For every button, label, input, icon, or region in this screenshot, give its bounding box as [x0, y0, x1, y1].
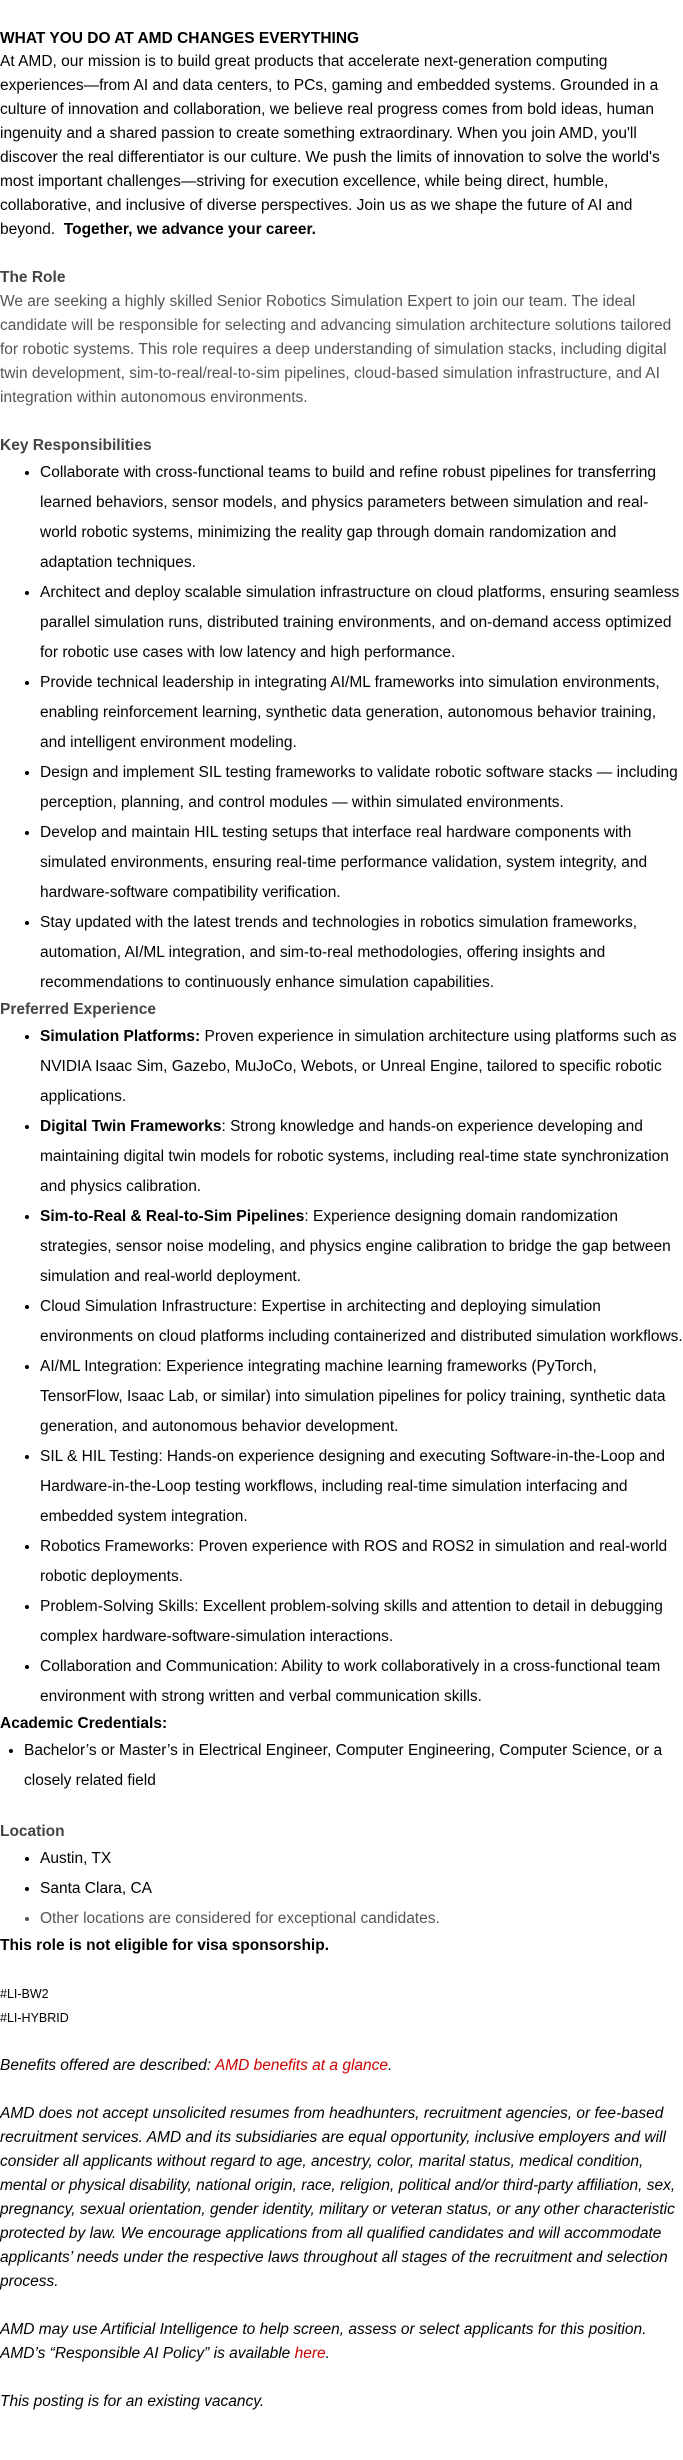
- item-label: Digital Twin Frameworks: [40, 1118, 222, 1135]
- list-item: • Design and implement SIL testing frameworks to validate robotic software stacks — including perception, planning, and control modules — within simulated environments.: [40, 758, 683, 818]
- ai-policy-text: AMD’s “Responsible AI Policy” is available: [0, 2345, 295, 2362]
- responsibilities-title: Key Responsibilities: [0, 437, 152, 454]
- role-title: The Role: [0, 269, 66, 286]
- visa-note: This role is not eligible for visa sponsorship.: [0, 1937, 330, 1954]
- list-item: • Provide technical leadership in integrating AI/ML frameworks into simulation environments, enabling reinforcement learning, synthetic data generation, autonomous behavior training, and intelligent environment modeling.: [40, 668, 683, 758]
- list-item: • Architect and deploy scalable simulation infrastructure on cloud platforms, ensuring seamless parallel simulation runs, distributed training environments, and on-demand access optimized for robotic use cases with low latency and high performance.: [40, 578, 683, 668]
- intro-paragraph: [0, 50, 683, 242]
- item-label: Simulation Platforms:: [40, 1028, 201, 1045]
- preferred-list: [0, 1022, 683, 1712]
- benefits-end: .: [388, 2057, 393, 2074]
- vacancy-note: This posting is for an existing vacancy.: [0, 2393, 265, 2410]
- list-item: • Collaborate with cross-functional teams to build and refine robust pipelines for transferring learned behaviors, sensor models, and physics parameters between simulation and real-world robotic systems, minimizing the reality gap through domain randomization and adaptation techniques.: [40, 458, 683, 578]
- list-item: • Stay updated with the latest trends and technologies in robotics simulation frameworks, automation, AI/ML integration, and sim-to-real methodologies, offering insights and recommendations to continuously enhance simulation capabilities.: [40, 908, 683, 998]
- ai-policy-line2: [0, 2342, 683, 2366]
- list-item: • AI/ML Integration: Experience integrating machine learning frameworks (PyTorch, TensorFlow, Isaac Lab, or similar) into simulation pipelines for policy training, synthetic data generation, and autonomous behavior development.: [40, 1352, 683, 1442]
- list-item: [40, 1202, 683, 1292]
- item-text: Proven experience in simulation architecture using platforms such as NVIDIA Isaac Sim, Gazebo, MuJoCo, Webots, or Unreal Engine, tailored to specific robotic applications.: [40, 1028, 677, 1105]
- ai-policy-line1: AMD may use Artificial Intelligence to help screen, assess or select applicants for this position.: [0, 2321, 647, 2338]
- list-item: • SIL & HIL Testing: Hands-on experience designing and executing Software-in-the-Loop and Hardware-in-the-Loop testing workflows, including real-time simulation interfacing and embedded system integration.: [40, 1442, 683, 1532]
- list-item: [40, 1022, 683, 1112]
- ai-policy-end: .: [325, 2345, 330, 2362]
- item-text: : Strong knowledge and hands-on experience developing and maintaining digital twin models for robotic systems, including real-time state synchronization and physics calibration.: [40, 1118, 669, 1195]
- benefits-line: [0, 2054, 683, 2078]
- role-body: We are seeking a highly skilled Senior Robotics Simulation Expert to join our team. The ideal candidate will be responsible for selecting and advancing simulation architecture solutions tailored for robotic systems. This role requires a deep understanding of simulation stacks, including digital twin development, sim-to-real/real-to-sim pipelines, cloud-based simulation infrastructure, and AI integration within autonomous environments.: [0, 293, 672, 406]
- intro-body: At AMD, our mission is to build great products that accelerate next-generation computing experiences—from AI and data centers, to PCs, gaming and embedded systems. Grounded in a culture of innovation and collaboration, we believe real progress comes from bold ideas, human ingenuity and a shared passion to create something extraordinary. When you join AMD, you'll discover the real differentiator is our culture. We push the limits of innovation to solve the world's most important challenges—striving for execution excellence, while being direct, humble, collaborative, and inclusive of diverse perspectives. Join us as we shape the future of AI and beyond.: [0, 53, 660, 238]
- list-item: • Bachelor’s or Master’s in Electrical Engineer, Computer Engineering, Computer Science, or a closely related field: [24, 1736, 683, 1796]
- academic-title: Academic Credentials:: [0, 1715, 168, 1732]
- list-item: • Develop and maintain HIL testing setups that interface real hardware components with simulated environments, ensuring real-time performance validation, system integrity, and hardware-software compatibility verification.: [40, 818, 683, 908]
- intro-tagline: Together, we advance your career.: [63, 221, 316, 238]
- benefits-text: Benefits offered are described:: [0, 2057, 215, 2074]
- ai-policy-link[interactable]: here: [294, 2345, 326, 2362]
- list-item: • Robotics Frameworks: Proven experience with ROS and ROS2 in simulation and real-world robotic deployments.: [40, 1532, 683, 1592]
- tag-line: #LI-HYBRID: [0, 2011, 69, 2025]
- list-item: • Other locations are considered for exceptional candidates.: [40, 1904, 683, 1934]
- list-item: • Problem-Solving Skills: Excellent problem-solving skills and attention to detail in debugging complex hardware-software-simulation interactions.: [40, 1592, 683, 1652]
- list-item: • Santa Clara, CA: [40, 1874, 683, 1904]
- location-list: [0, 1844, 683, 1934]
- item-label: Sim-to-Real & Real-to-Sim Pipelines: [40, 1208, 305, 1225]
- intro-heading: WHAT YOU DO AT AMD CHANGES EVERYTHING: [0, 30, 360, 47]
- academic-list: [0, 1736, 683, 1796]
- responsibilities-list: [0, 458, 683, 998]
- list-item: • Collaboration and Communication: Ability to work collaboratively in a cross-functional team environment with strong written and verbal communication skills.: [40, 1652, 683, 1712]
- tag-line: #LI-BW2: [0, 1987, 49, 2001]
- benefits-link[interactable]: AMD benefits at a glance: [214, 2057, 389, 2074]
- preferred-title: Preferred Experience: [0, 1001, 156, 1018]
- location-title: Location: [0, 1823, 65, 1840]
- item-text: : Experience designing domain randomization strategies, sensor noise modeling, and physics engine calibration to bridge the gap between simulation and real-world deployment.: [40, 1208, 671, 1285]
- eeo-statement: AMD does not accept unsolicited resumes from headhunters, recruitment agencies, or fee-based recruitment services. AMD and its subsidiaries are equal opportunity, inclusive employers and will consider all applicants without regard to age, ancestry, color, marital status, medical condition, mental or physical disability, national origin, race, religion, political and/or third-party affiliation, sex, pregnancy, sexual orientation, gender identity, military or veteran status, or any other characteristic protected by law. We encourage applications from all qualified candidates and will accommodate applicants’ needs under the respective laws throughout all stages of the recruitment and selection process.: [0, 2105, 676, 2290]
- list-item: [40, 1112, 683, 1202]
- list-item: • Cloud Simulation Infrastructure: Expertise in architecting and deploying simulation environments on cloud platforms including containerized and distributed simulation workflows.: [40, 1292, 683, 1352]
- list-item: • Austin, TX: [40, 1844, 683, 1874]
